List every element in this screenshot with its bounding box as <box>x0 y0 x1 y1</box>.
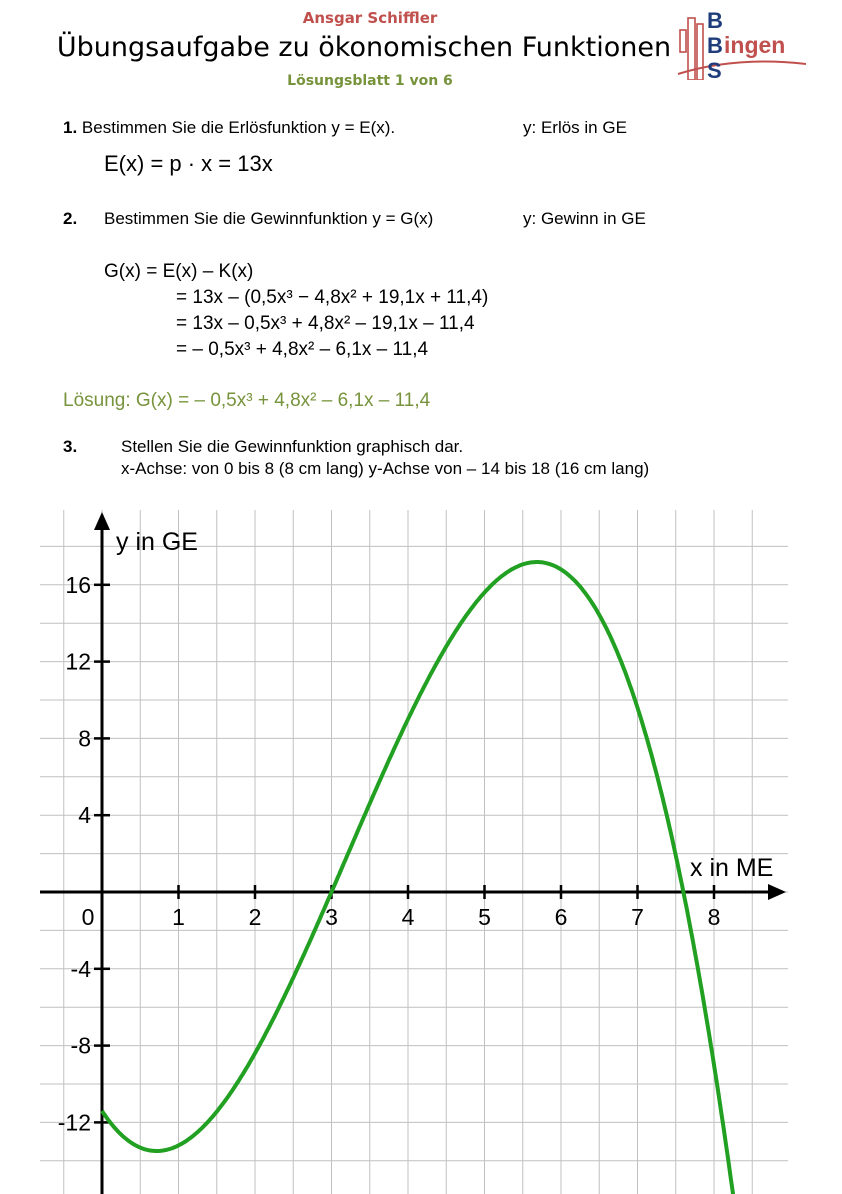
y-axis-arrow <box>94 512 110 530</box>
task3-number: 3. <box>63 437 78 456</box>
page-title: Übungsaufgabe zu ökonomischen Funktionen <box>56 32 672 63</box>
task2-line-4: = – 0,5x³ + 4,8x² – 6,1x – 11,4 <box>176 339 429 360</box>
task3-line-1: Stellen Sie die Gewinnfunktion graphisch dar. <box>121 437 464 456</box>
x-tick-label: 6 <box>554 904 568 930</box>
task2-line-3: = 13x – 0,5x³ + 4,8x² – 19,1x – 11,4 <box>176 313 475 334</box>
x-tick-label: 0 <box>81 904 95 930</box>
y-tick-label: 16 <box>65 571 91 598</box>
y-axis-label: y in GE <box>116 528 198 556</box>
author-name: Ansgar Schiffler <box>302 9 438 27</box>
x-tick-label: 8 <box>707 904 721 930</box>
x-tick-label: 3 <box>325 904 338 930</box>
y-tick-label: 4 <box>78 802 91 829</box>
task2-line-2: = 13x – (0,5x³ − 4,8x² + 19,1x + 11,4) <box>176 287 489 308</box>
task1-number: 1. <box>63 118 78 137</box>
x-tick-label: 7 <box>631 904 644 930</box>
task1-answer: E(x) = p · x = 13x <box>104 151 273 176</box>
task2-text: Bestimmen Sie die Gewinnfunktion y = G(x) <box>104 209 434 228</box>
y-tick-label: -12 <box>57 1109 91 1136</box>
page-subtitle: Lösungsblatt 1 von 6 <box>287 73 453 89</box>
chart-series <box>102 562 745 1194</box>
task1-text: Bestimmen Sie die Erlösfunktion y = E(x). <box>81 118 396 137</box>
y-tick-label: 8 <box>78 725 91 752</box>
logo-letter-b2: B <box>707 33 723 58</box>
x-tick-label: 1 <box>172 904 185 930</box>
logo-text: ingen <box>724 32 786 58</box>
x-tick-label: 4 <box>401 904 415 930</box>
profit-curve <box>102 562 745 1194</box>
task3-line-2: x-Achse: von 0 bis 8 (8 cm lang) y-Achse von – 14 bis 18 (16 cm lang) <box>121 459 650 478</box>
x-axis-label: x in ME <box>690 854 774 882</box>
task2-line-1: G(x) = E(x) – K(x) <box>104 261 254 282</box>
logo-letter-b1: B <box>707 8 723 33</box>
x-tick-label: 2 <box>248 904 262 930</box>
task2-number: 2. <box>63 209 78 228</box>
solution-label: Lösung: <box>63 390 131 411</box>
logo-letter-s: S <box>707 58 722 80</box>
y-tick-label: -8 <box>70 1032 91 1059</box>
x-tick-label: 5 <box>478 904 491 930</box>
x-axis-arrow <box>768 884 786 900</box>
solution-formula: G(x) = – 0,5x³ + 4,8x² – 6,1x – 11,4 <box>135 390 431 411</box>
y-tick-label: 12 <box>65 648 91 675</box>
task1-note: y: Erlös in GE <box>523 118 627 137</box>
y-tick-label: -4 <box>70 955 91 982</box>
task2-note: y: Gewinn in GE <box>523 209 646 228</box>
